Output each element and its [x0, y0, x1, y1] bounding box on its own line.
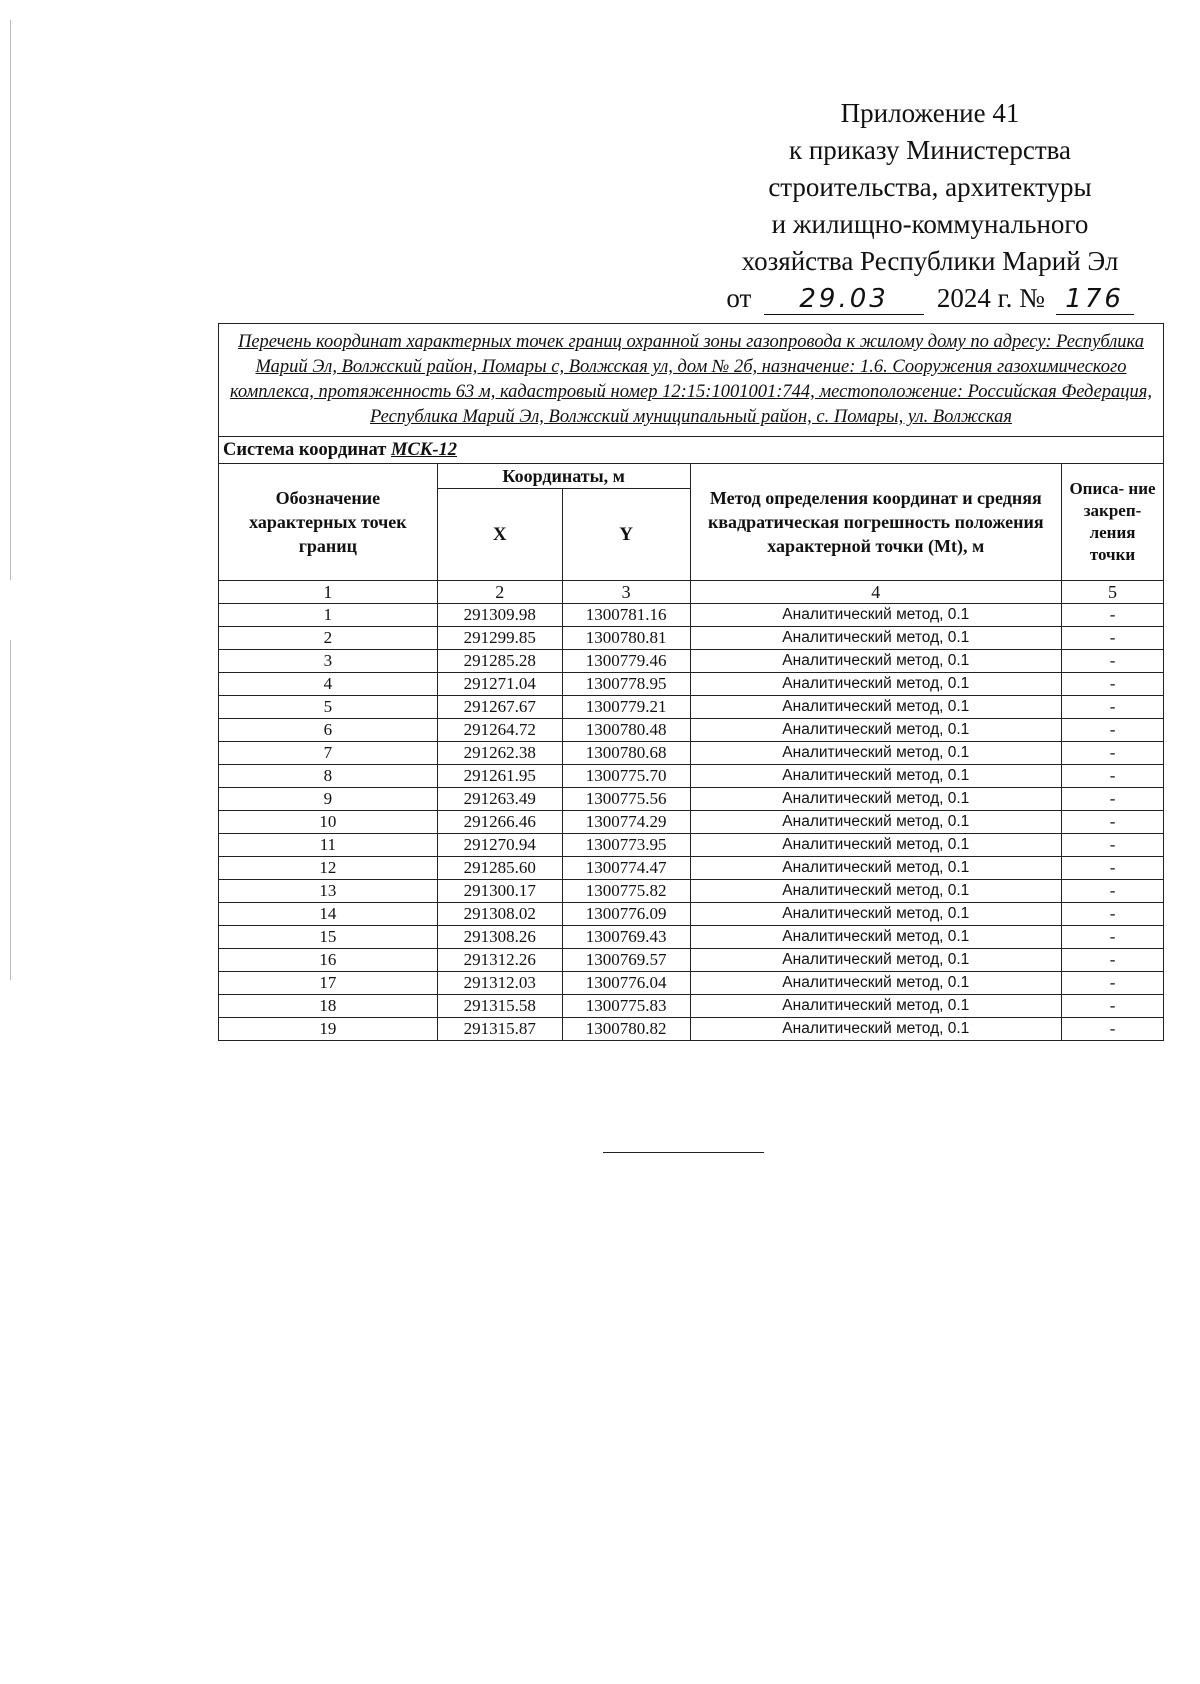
point-number-cell: 17: [219, 972, 438, 995]
x-coordinate-cell: 291285.28: [437, 650, 562, 673]
y-coordinate-cell: 1300778.95: [562, 673, 690, 696]
y-coordinate-cell: 1300774.29: [562, 811, 690, 834]
header-line: хозяйства Республики Марий Эл: [741, 246, 1119, 276]
year-number-label: 2024 г. №: [936, 283, 1045, 313]
coord-system-label: Система координат: [223, 439, 387, 460]
x-coordinate-cell: 291315.87: [437, 1018, 562, 1041]
x-coordinate-cell: 291309.98: [437, 604, 562, 627]
scan-edge-mark: [10, 20, 11, 580]
method-cell: Аналитический метод, 0.1: [690, 995, 1061, 1018]
table-row: [219, 627, 1164, 650]
column-number: 2: [437, 581, 562, 604]
table-row: [219, 742, 1164, 765]
y-coordinate-cell: 1300775.56: [562, 788, 690, 811]
order-date-line: [720, 280, 1140, 317]
method-cell: Аналитический метод, 0.1: [690, 742, 1061, 765]
method-cell: Аналитический метод, 0.1: [690, 719, 1061, 742]
coord-system-row: [219, 437, 1164, 464]
table-row: [219, 834, 1164, 857]
y-coordinate-cell: 1300775.83: [562, 995, 690, 1018]
column-number: 3: [562, 581, 690, 604]
y-coordinate-cell: 1300774.47: [562, 857, 690, 880]
point-number-cell: 15: [219, 926, 438, 949]
description-cell: -: [1062, 903, 1164, 926]
description-cell: -: [1062, 788, 1164, 811]
method-cell: Аналитический метод, 0.1: [690, 696, 1061, 719]
description-cell: -: [1062, 765, 1164, 788]
x-coordinate-cell: 291312.26: [437, 949, 562, 972]
point-number-cell: 1: [219, 604, 438, 627]
description-cell: -: [1062, 673, 1164, 696]
from-label: от: [726, 283, 752, 313]
table-row: [219, 811, 1164, 834]
table-row: [219, 650, 1164, 673]
x-coordinate-cell: 291263.49: [437, 788, 562, 811]
point-number-cell: 5: [219, 696, 438, 719]
point-number-cell: 10: [219, 811, 438, 834]
method-cell: Аналитический метод, 0.1: [690, 765, 1061, 788]
column-number: 1: [219, 581, 438, 604]
coord-system-value: МСК-12: [391, 439, 457, 460]
table-row: [219, 673, 1164, 696]
point-number-cell: 14: [219, 903, 438, 926]
x-coordinate-cell: 291315.58: [437, 995, 562, 1018]
table-row: [219, 995, 1164, 1018]
table-row: [219, 1018, 1164, 1041]
end-of-document-line: [603, 1152, 764, 1153]
x-coordinate-cell: 291264.72: [437, 719, 562, 742]
y-coordinate-cell: 1300780.68: [562, 742, 690, 765]
description-cell: -: [1062, 627, 1164, 650]
description-cell: -: [1062, 926, 1164, 949]
method-cell: Аналитический метод, 0.1: [690, 926, 1061, 949]
col-coords-header: Координаты, м: [437, 464, 690, 489]
table-title-text: Перечень координат характерных точек границ охранной зоны газопровода к жилому дому по адресу: Республика Марий Эл, Волжский район, Помары с, Волжская ул, дом № 2б, назначение: 1.6. Сооружения газохимического комплекса, протяженность 63 м, кадастровый номер 12:15:1001001:744, местоположение: Российская Федерация, Республика Марий Эл, Волжский муниципальный район, с. Помары, ул. Волжская: [229, 332, 1153, 427]
description-cell: -: [1062, 972, 1164, 995]
y-coordinate-cell: 1300775.82: [562, 880, 690, 903]
appendix-header: [720, 95, 1140, 317]
x-coordinate-cell: 291267.67: [437, 696, 562, 719]
y-coordinate-cell: 1300776.09: [562, 903, 690, 926]
x-coordinate-cell: 291285.60: [437, 857, 562, 880]
header-row: [219, 464, 1164, 489]
description-cell: -: [1062, 995, 1164, 1018]
point-number-cell: 18: [219, 995, 438, 1018]
point-number-cell: 4: [219, 673, 438, 696]
method-cell: Аналитический метод, 0.1: [690, 1018, 1061, 1041]
description-cell: -: [1062, 1018, 1164, 1041]
column-number-row: [219, 581, 1164, 604]
x-coordinate-cell: 291308.02: [437, 903, 562, 926]
description-cell: -: [1062, 650, 1164, 673]
col-desc-header: Описа- ние закреп- ления точки: [1062, 464, 1164, 581]
method-cell: Аналитический метод, 0.1: [690, 811, 1061, 834]
point-number-cell: 11: [219, 834, 438, 857]
y-coordinate-cell: 1300769.57: [562, 949, 690, 972]
col-method-header: Метод определения координат и средняя квадратическая погрешность положения характерной точки (Mt), м: [690, 464, 1061, 581]
appendix-title: Приложение 41: [840, 98, 1020, 128]
description-cell: -: [1062, 880, 1164, 903]
handwritten-order-number: 176: [1056, 284, 1134, 315]
point-number-cell: 7: [219, 742, 438, 765]
x-coordinate-cell: 291312.03: [437, 972, 562, 995]
method-cell: Аналитический метод, 0.1: [690, 949, 1061, 972]
method-cell: Аналитический метод, 0.1: [690, 604, 1061, 627]
y-coordinate-cell: 1300781.16: [562, 604, 690, 627]
col-y-header: Y: [562, 489, 690, 581]
header-line: и жилищно-коммунального: [771, 209, 1089, 239]
y-coordinate-cell: 1300780.82: [562, 1018, 690, 1041]
description-cell: -: [1062, 742, 1164, 765]
x-coordinate-cell: 291262.38: [437, 742, 562, 765]
method-cell: Аналитический метод, 0.1: [690, 788, 1061, 811]
y-coordinate-cell: 1300780.48: [562, 719, 690, 742]
table-row: [219, 857, 1164, 880]
method-cell: Аналитический метод, 0.1: [690, 903, 1061, 926]
table-row: [219, 719, 1164, 742]
description-cell: -: [1062, 719, 1164, 742]
point-number-cell: 3: [219, 650, 438, 673]
col-point-header: Обозначение характерных точек границ: [219, 464, 438, 581]
coordinates-table: [218, 323, 1164, 1041]
method-cell: Аналитический метод, 0.1: [690, 972, 1061, 995]
table-row: [219, 972, 1164, 995]
scan-edge-mark: [10, 640, 11, 980]
column-number: 5: [1062, 581, 1164, 604]
description-cell: -: [1062, 811, 1164, 834]
y-coordinate-cell: 1300779.21: [562, 696, 690, 719]
table-row: [219, 949, 1164, 972]
table-title: [219, 324, 1164, 437]
point-number-cell: 12: [219, 857, 438, 880]
y-coordinate-cell: 1300769.43: [562, 926, 690, 949]
table-row: [219, 765, 1164, 788]
method-cell: Аналитический метод, 0.1: [690, 880, 1061, 903]
x-coordinate-cell: 291299.85: [437, 627, 562, 650]
x-coordinate-cell: 291270.94: [437, 834, 562, 857]
table-row: [219, 788, 1164, 811]
point-number-cell: 2: [219, 627, 438, 650]
method-cell: Аналитический метод, 0.1: [690, 673, 1061, 696]
method-cell: Аналитический метод, 0.1: [690, 650, 1061, 673]
handwritten-date: 29.03: [764, 284, 924, 315]
description-cell: -: [1062, 857, 1164, 880]
y-coordinate-cell: 1300780.81: [562, 627, 690, 650]
table-title-row: [219, 324, 1164, 437]
coord-system-cell: [219, 437, 1164, 464]
point-number-cell: 9: [219, 788, 438, 811]
table-row: [219, 926, 1164, 949]
method-cell: Аналитический метод, 0.1: [690, 834, 1061, 857]
table-row: [219, 880, 1164, 903]
x-coordinate-cell: 291261.95: [437, 765, 562, 788]
description-cell: -: [1062, 949, 1164, 972]
header-line: строительства, архитектуры: [768, 172, 1092, 202]
column-number: 4: [690, 581, 1061, 604]
method-cell: Аналитический метод, 0.1: [690, 627, 1061, 650]
table-row: [219, 604, 1164, 627]
y-coordinate-cell: 1300776.04: [562, 972, 690, 995]
x-coordinate-cell: 291308.26: [437, 926, 562, 949]
description-cell: -: [1062, 696, 1164, 719]
point-number-cell: 13: [219, 880, 438, 903]
table-row: [219, 696, 1164, 719]
table-row: [219, 903, 1164, 926]
point-number-cell: 19: [219, 1018, 438, 1041]
method-cell: Аналитический метод, 0.1: [690, 857, 1061, 880]
point-number-cell: 6: [219, 719, 438, 742]
x-coordinate-cell: 291266.46: [437, 811, 562, 834]
y-coordinate-cell: 1300779.46: [562, 650, 690, 673]
col-x-header: X: [437, 489, 562, 581]
y-coordinate-cell: 1300775.70: [562, 765, 690, 788]
x-coordinate-cell: 291300.17: [437, 880, 562, 903]
x-coordinate-cell: 291271.04: [437, 673, 562, 696]
description-cell: -: [1062, 834, 1164, 857]
header-line: к приказу Министерства: [788, 135, 1072, 165]
y-coordinate-cell: 1300773.95: [562, 834, 690, 857]
point-number-cell: 8: [219, 765, 438, 788]
point-number-cell: 16: [219, 949, 438, 972]
description-cell: -: [1062, 604, 1164, 627]
